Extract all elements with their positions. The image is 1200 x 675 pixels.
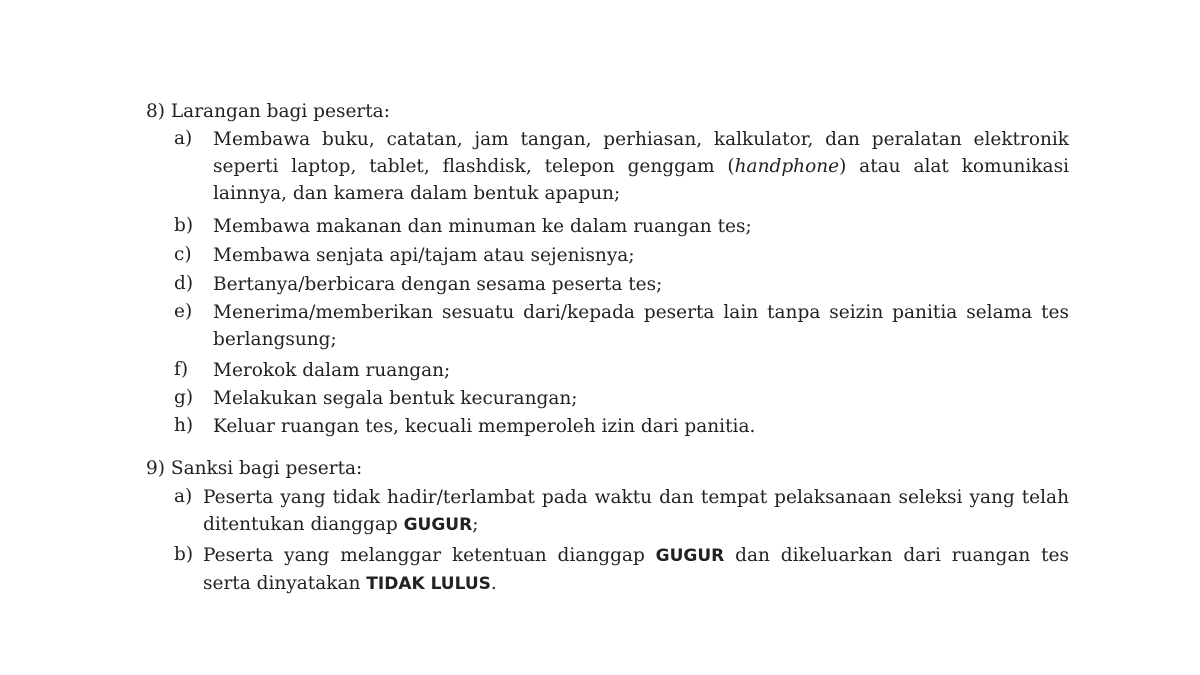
- tidak-lulus-emphasis: TIDAK LULUS: [366, 574, 491, 594]
- section-8-item-e-text: Menerima/memberikan sesuatu dari/kepada peserta lain tanpa seizin panitia selama tes berlangsung;: [213, 302, 1069, 350]
- section-8-item-c-label: c): [174, 244, 192, 265]
- section-8-item-h-text: Keluar ruangan tes, kecuali memperoleh izin dari panitia.: [213, 416, 756, 437]
- section-8-number: 8): [146, 101, 165, 122]
- section-8-item-a-label: a): [174, 128, 193, 149]
- section-9-item-b-text: Peserta yang melanggar ketentuan dianggap GUGUR dan dikeluarkan dari ruangan tes serta dinyatakan TIDAK LULUS.: [203, 545, 1069, 594]
- handphone-term: handphone: [734, 156, 840, 177]
- section-8-item-f-text: Merokok dalam ruangan;: [213, 360, 451, 381]
- section-8-heading: [146, 99, 390, 125]
- section-9-item-b-label: b): [174, 544, 194, 565]
- section-8-item-g-label: g): [174, 387, 194, 408]
- section-8-item-f-label: f): [174, 359, 189, 380]
- section-9-number: 9): [146, 458, 165, 479]
- section-8-item-d-label: d): [174, 273, 194, 294]
- section-9-item-a-text: Peserta yang tidak hadir/terlambat pada waktu dan tempat pelaksanaan seleksi yang telah ditentukan dianggap GUGUR;: [203, 487, 1069, 535]
- section-9-title: Sanksi bagi peserta:: [170, 458, 363, 479]
- section-8-item-d-text: Bertanya/berbicara dengan sesama peserta tes;: [213, 274, 663, 295]
- section-9-item-a-label: a): [174, 486, 193, 507]
- section-8-item-a-text: Membawa buku, catatan, jam tangan, perhiasan, kalkulator, dan peralatan elektronik seperti laptop, tablet, flashdisk, telepon genggam (handphone) atau alat komunikasi lainnya, dan kamera dalam bentuk apapun;: [213, 129, 1070, 204]
- section-8-item-g-text: Melakukan segala bentuk kecurangan;: [213, 388, 578, 409]
- section-8-item-b-text: Membawa makanan dan minuman ke dalam ruangan tes;: [213, 216, 752, 237]
- section-8-item-b-label: b): [174, 215, 194, 236]
- section-8-item-h-label: h): [174, 415, 194, 436]
- section-8-item-e-label: e): [174, 301, 193, 322]
- section-8-item-c-text: Membawa senjata api/tajam atau sejenisnya;: [213, 245, 635, 266]
- gugur-emphasis: GUGUR: [403, 515, 473, 535]
- gugur-emphasis: GUGUR: [655, 546, 725, 566]
- section-9-heading: [146, 456, 362, 482]
- section-8-title: Larangan bagi peserta:: [170, 101, 390, 122]
